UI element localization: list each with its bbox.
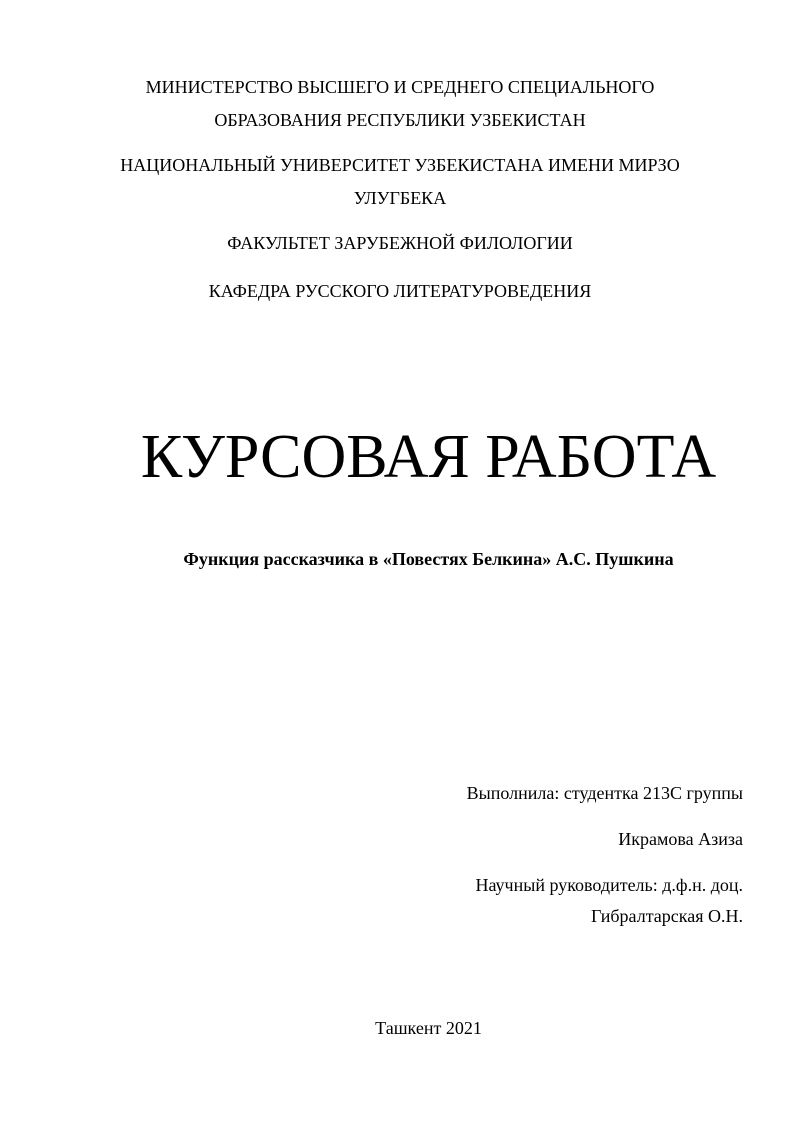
work-topic: Функция рассказчика в «Повестях Белкина» А.С. Пушкина [183,549,674,569]
performed-by: Выполнила: студентка 213С группы [466,783,743,803]
document-title: КУРСОВАЯ РАБОТА [140,423,717,491]
department-name: КАФЕДРА РУССКОГО ЛИТЕРАТУРОВЕДЕНИЯ [208,281,592,301]
supervisor-label: Научный руководитель: д.ф.н. доц. [475,875,743,895]
supervisor-name: Гибралтарская О.Н. [591,906,743,926]
author-name: Икрамова Азиза [618,829,743,849]
university-line-2: УЛУГБЕКА [353,188,447,208]
city-year: Ташкент 2021 [375,1018,482,1038]
ministry-line-2: ОБРАЗОВАНИЯ РЕСПУБЛИКИ УЗБЕКИСТАН [214,110,586,130]
faculty-name: ФАКУЛЬТЕТ ЗАРУБЕЖНОЙ ФИЛОЛОГИИ [227,233,573,253]
university-line-1: НАЦИОНАЛЬНЫЙ УНИВЕРСИТЕТ УЗБЕКИСТАНА ИМЕНИ МИРЗО [120,155,680,175]
ministry-line-1: МИНИСТЕРСТВО ВЫСШЕГО И СРЕДНЕГО СПЕЦИАЛЬНОГО [145,77,655,97]
